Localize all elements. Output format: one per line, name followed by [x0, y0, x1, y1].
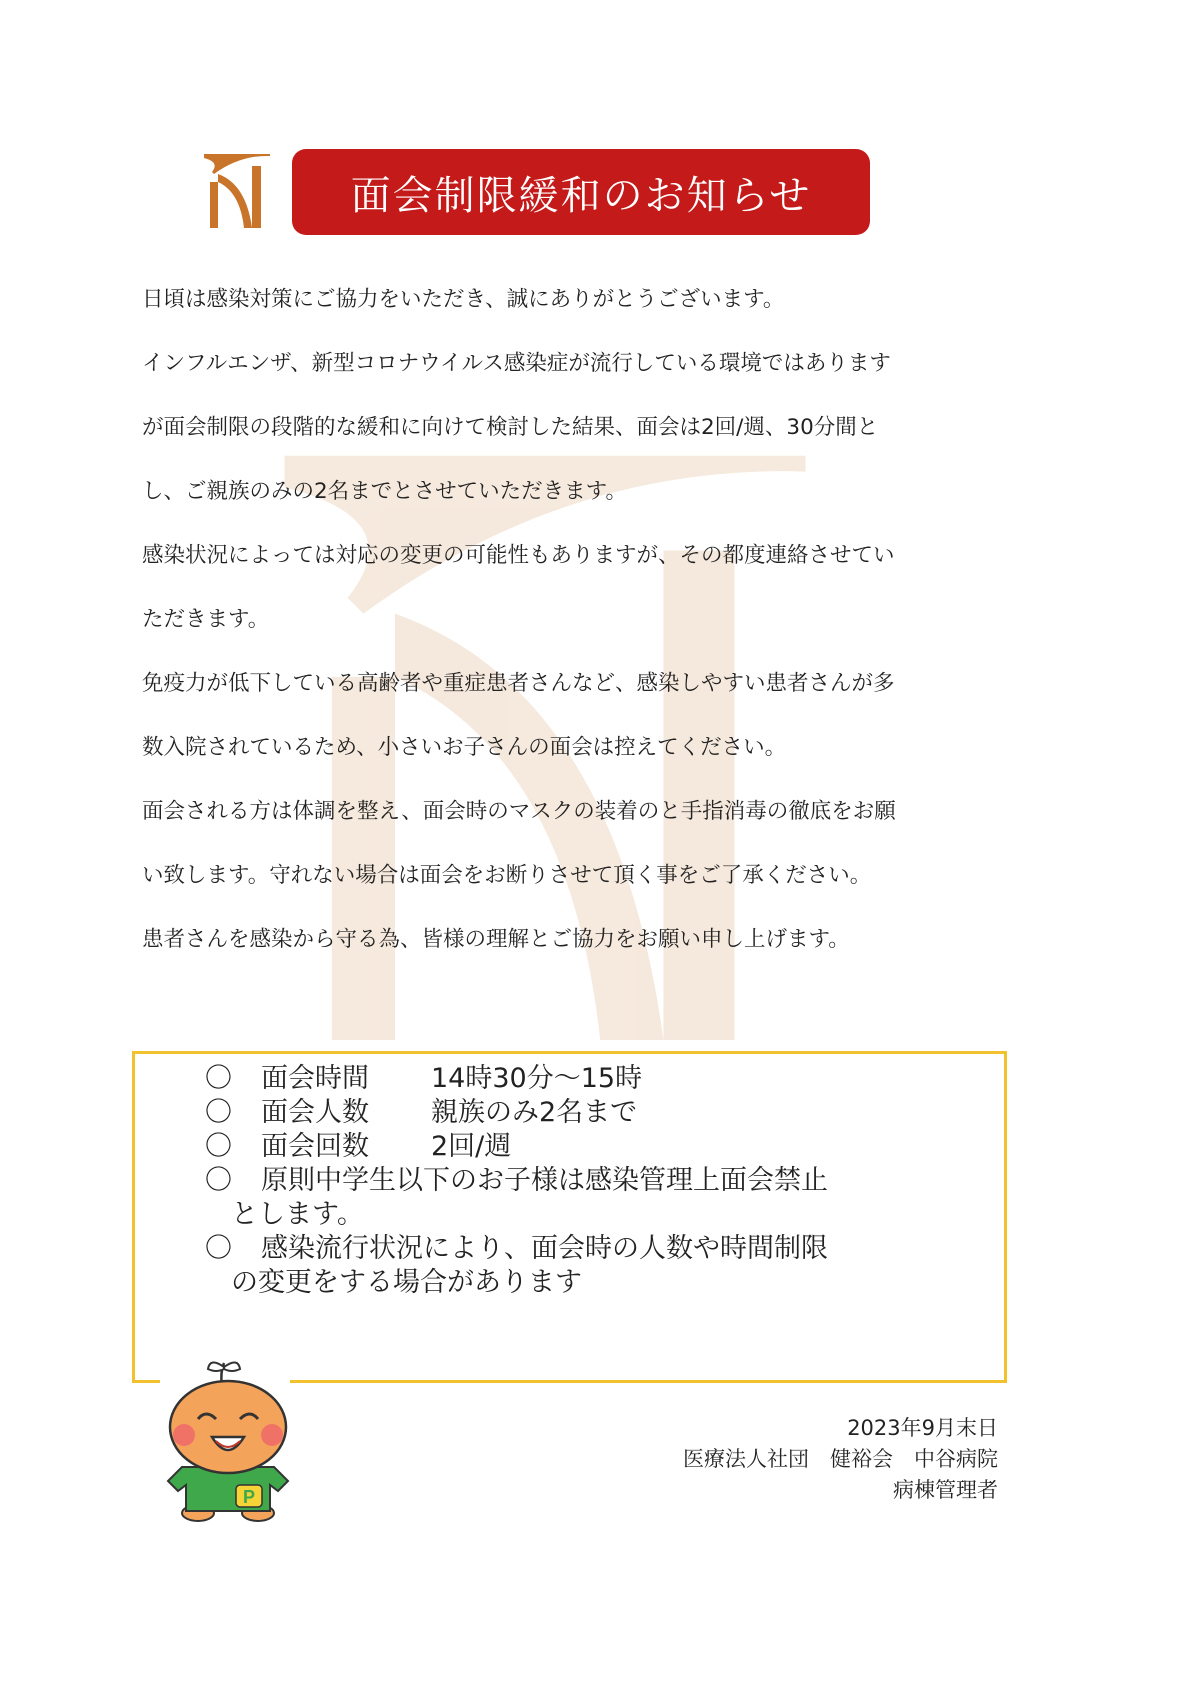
body-line: 数入院されているため、小さいお子さんの面会は控えてください。: [142, 735, 787, 760]
title-banner: [292, 149, 870, 235]
rule-value: 親族のみ2名まで: [431, 1097, 638, 1128]
rule-text-continuation: の変更をする場合があります: [231, 1267, 582, 1298]
mascot-shirt-letter: P: [242, 1487, 256, 1507]
bullet-icon: 〇: [205, 1131, 232, 1162]
body-line: 免疫力が低下している高齢者や重症患者さんなど、感染しやすい患者さんが多: [142, 671, 895, 696]
rule-value: 14時30分～15時: [431, 1063, 643, 1094]
body-line: が面会制限の段階的な緩和に向けて検討した結果、面会は2回/週、30分間と: [142, 415, 879, 440]
body-line: し、ご親族のみの2名までとさせていただきます。: [142, 479, 627, 504]
list-item: [205, 1130, 995, 1164]
list-item: [205, 1062, 995, 1096]
rule-label: 面会時間: [261, 1063, 369, 1094]
list-item: [205, 1164, 995, 1198]
organization-name: 医療法人社団 健裕会 中谷病院: [683, 1447, 998, 1471]
body-line: 患者さんを感染から守る為、皆様の理解とご協力をお願い申し上げます。: [142, 927, 850, 952]
body-line: 日頃は感染対策にご協力をいただき、誠にありがとうございます。: [142, 287, 785, 312]
bullet-icon: 〇: [205, 1097, 232, 1128]
rule-value: 2回/週: [431, 1131, 512, 1162]
rule-label: 面会回数: [261, 1131, 369, 1162]
visiting-rules-box: [132, 1051, 1007, 1383]
rule-text: 原則中学生以下のお子様は感染管理上面会禁止: [261, 1165, 828, 1196]
signature-block: [683, 1413, 998, 1506]
mascot-character-icon: [158, 1355, 298, 1525]
bullet-icon: 〇: [205, 1063, 232, 1094]
issue-date: 2023年9月末日: [847, 1416, 998, 1440]
body-line: 面会される方は体調を整え、面会時のマスクの装着のと手指消毒の徹底をお願: [142, 799, 896, 824]
visiting-rules-list: [205, 1062, 995, 1300]
body-line: ただきます。: [142, 607, 270, 632]
rule-label: 面会人数: [261, 1097, 369, 1128]
notice-body: [142, 282, 992, 986]
department-name: 病棟管理者: [893, 1478, 998, 1502]
rule-text-continuation: とします。: [231, 1199, 364, 1230]
body-line: インフルエンザ、新型コロナウイルス感染症が流行している環境ではあります: [142, 351, 891, 376]
body-line: 感染状況によっては対応の変更の可能性もありますが、その都度連絡させてい: [142, 543, 895, 568]
bullet-icon: 〇: [205, 1233, 232, 1264]
hospital-logo-icon: [200, 152, 274, 228]
bullet-icon: 〇: [205, 1165, 232, 1196]
list-item: [205, 1232, 995, 1266]
body-line: い致します。守れない場合は面会をお断りさせて頂く事をご了承ください。: [142, 863, 872, 888]
page-title: 面会制限緩和のお知らせ: [350, 172, 812, 219]
rule-text: 感染流行状況により、面会時の人数や時間制限: [261, 1233, 828, 1264]
list-item: [205, 1096, 995, 1130]
